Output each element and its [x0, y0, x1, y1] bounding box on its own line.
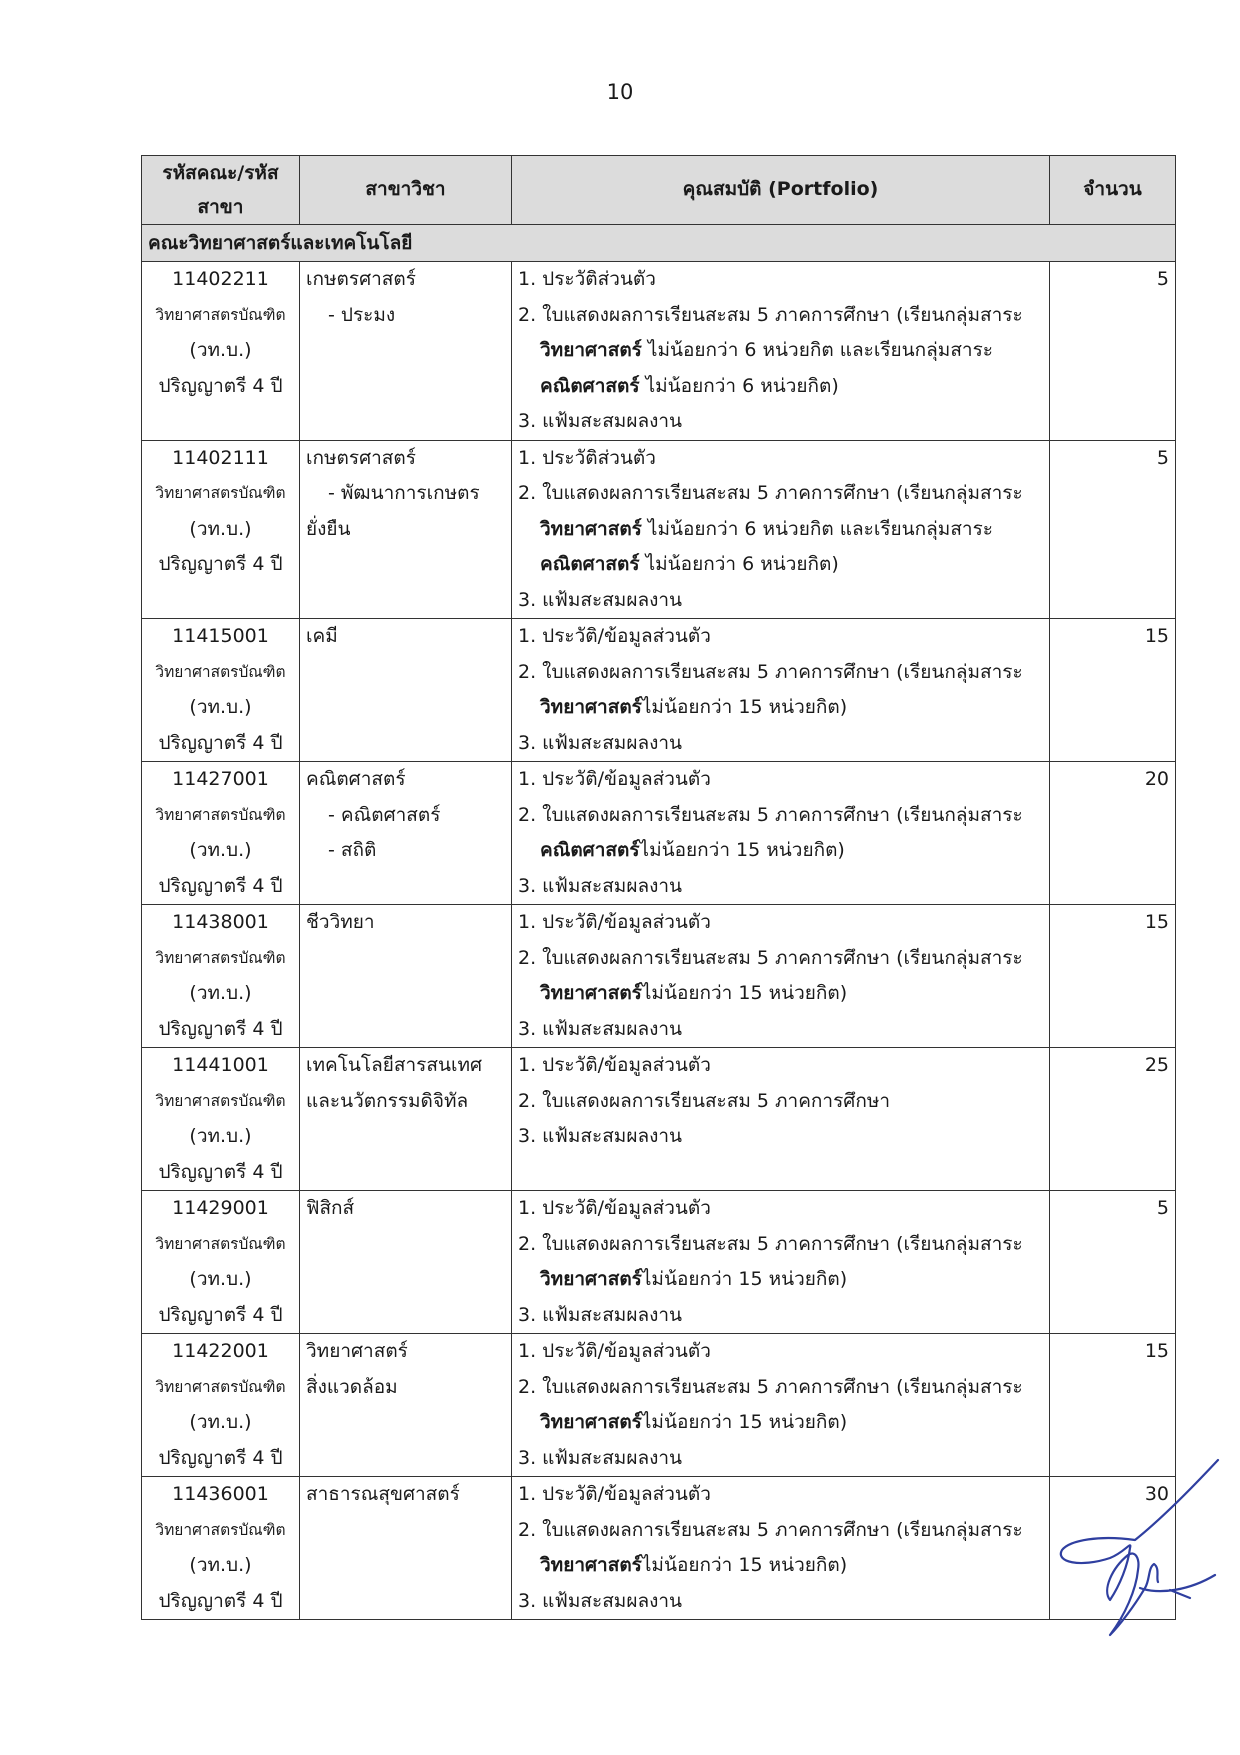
qualification-1: 1. ประวัติ/ข้อมูลส่วนตัว: [518, 1054, 711, 1076]
subject-highlight: วิทยาศาสตร์: [540, 1554, 642, 1576]
major-name-wrap: สิ่งแวดล้อม: [306, 1375, 398, 1398]
table-row: [142, 619, 1176, 762]
major-cell: [300, 262, 512, 441]
degree-level: ปริญญาตรี 4 ปี: [158, 731, 283, 754]
sub-major: - สถิติ: [328, 839, 377, 861]
qualification-3: 3. แฟ้มสะสมผลงาน: [518, 874, 683, 897]
degree-name: วิทยาศาสตรบัณฑิต: [155, 948, 286, 967]
subject-highlight: คณิตศาสตร์: [540, 839, 640, 861]
qualification-2-end: ไม่น้อยกว่า 15 หน่วยกิต): [641, 1268, 848, 1290]
qualification-1: 1. ประวัติส่วนตัว: [518, 446, 656, 469]
qualification-cell: [512, 1334, 1050, 1477]
degree-level: ปริญญาตรี 4 ปี: [158, 1589, 283, 1612]
header-qualification: คุณสมบัติ (Portfolio): [512, 156, 1050, 225]
table-row: [142, 762, 1176, 905]
degree-level: ปริญญาตรี 4 ปี: [158, 874, 283, 897]
program-code: 11429001: [172, 1197, 269, 1219]
major-name: เคมี: [306, 625, 338, 647]
degree-level: ปริญญาตรี 4 ปี: [158, 374, 283, 397]
major-name-wrap: และนวัตกรรมดิจิทัล: [306, 1089, 469, 1112]
qualification-2: 2. ใบแสดงผลการเรียนสะสม 5 ภาคการศึกษา (เรียนกลุ่มสาระ: [518, 660, 1023, 683]
qualification-cell: [512, 619, 1050, 762]
qualification-cell: [512, 905, 1050, 1048]
quantity-cell: 15: [1050, 905, 1176, 1048]
qualification-2: 2. ใบแสดงผลการเรียนสะสม 5 ภาคการศึกษา (เรียนกลุ่มสาระ: [518, 803, 1023, 826]
subject-highlight: วิทยาศาสตร์: [540, 1411, 642, 1433]
major-cell: [300, 905, 512, 1048]
faculty-row: [142, 225, 1176, 262]
degree-abbr: (วท.บ.): [189, 1125, 252, 1147]
program-code: 11427001: [172, 768, 269, 790]
degree-abbr: (วท.บ.): [189, 517, 252, 540]
major-name: คณิตศาสตร์: [306, 768, 406, 790]
degree-abbr: (วท.บ.): [189, 839, 252, 861]
qualification-2: 2. ใบแสดงผลการเรียนสะสม 5 ภาคการศึกษา (เรียนกลุ่มสาระ: [518, 1232, 1023, 1255]
qualification-1: 1. ประวัติ/ข้อมูลส่วนตัว: [518, 1340, 711, 1362]
subject-highlight: วิทยาศาสตร์: [540, 339, 642, 361]
qualification-3: 3. แฟ้มสะสมผลงาน: [518, 1125, 683, 1147]
degree-abbr: (วท.บ.): [189, 982, 252, 1004]
qualification-3: 3. แฟ้มสะสมผลงาน: [518, 1303, 683, 1326]
table-row: [142, 1477, 1176, 1620]
code-cell: [142, 1191, 300, 1334]
sub-major-wrap: ยั่งยืน: [306, 517, 351, 540]
qualification-2-end: ไม่น้อยกว่า 15 หน่วยกิต): [639, 839, 845, 861]
qualification-2-end: ไม่น้อยกว่า 15 หน่วยกิต): [641, 1411, 848, 1433]
degree-abbr: (วท.บ.): [189, 696, 252, 718]
major-name: ชีววิทยา: [306, 911, 375, 933]
signature-stroke: [1061, 1460, 1218, 1635]
qualification-cell: [512, 1477, 1050, 1620]
subject-highlight: วิทยาศาสตร์: [540, 1268, 642, 1290]
degree-abbr: (วท.บ.): [189, 1411, 252, 1433]
table-row: [142, 262, 1176, 441]
major-cell: [300, 1477, 512, 1620]
code-cell: [142, 905, 300, 1048]
qualification-2-end: ไม่น้อยกว่า 15 หน่วยกิต): [641, 982, 848, 1004]
qualification-1: 1. ประวัติ/ข้อมูลส่วนตัว: [518, 625, 711, 647]
qualification-1: 1. ประวัติ/ข้อมูลส่วนตัว: [518, 1483, 711, 1505]
header-quantity: จำนวน: [1050, 156, 1176, 225]
qualification-3: 3. แฟ้มสะสมผลงาน: [518, 731, 683, 754]
major-name: ฟิสิกส์: [306, 1197, 355, 1219]
qualification-cell: [512, 440, 1050, 619]
degree-abbr: (วท.บ.): [189, 339, 252, 361]
major-name: เกษตรศาสตร์: [306, 446, 416, 469]
subject-highlight: คณิตศาสตร์: [540, 553, 640, 575]
program-code: 11402211: [172, 268, 269, 290]
major-name: สาธารณสุขศาสตร์: [306, 1483, 460, 1505]
qualification-3: 3. แฟ้มสะสมผลงาน: [518, 1017, 683, 1040]
qualification-1: 1. ประวัติ/ข้อมูลส่วนตัว: [518, 1197, 711, 1219]
qualification-2: 2. ใบแสดงผลการเรียนสะสม 5 ภาคการศึกษา (เรียนกลุ่มสาระ: [518, 482, 1023, 504]
degree-abbr: (วท.บ.): [189, 1268, 252, 1290]
qualification-2: 2. ใบแสดงผลการเรียนสะสม 5 ภาคการศึกษา (เรียนกลุ่มสาระ: [518, 946, 1023, 969]
major-cell: [300, 440, 512, 619]
qualification-2-end: ไม่น้อยกว่า 6 หน่วยกิต): [639, 374, 839, 397]
qualification-2-end: ไม่น้อยกว่า 6 หน่วยกิต): [639, 553, 839, 575]
quantity-cell: 15: [1050, 1334, 1176, 1477]
qualification-2-end: ไม่น้อยกว่า 15 หน่วยกิต): [641, 1554, 848, 1576]
qualification-2-end: ไม่น้อยกว่า 15 หน่วยกิต): [641, 696, 848, 718]
table-row: [142, 440, 1176, 619]
table-row: [142, 1048, 1176, 1191]
major-cell: [300, 1334, 512, 1477]
quantity-cell: 15: [1050, 619, 1176, 762]
sub-major: - ประมง: [328, 303, 396, 326]
page-number: 10: [606, 80, 634, 104]
program-code: 11422001: [172, 1340, 269, 1362]
qualification-2: 2. ใบแสดงผลการเรียนสะสม 5 ภาคการศึกษา (เรียนกลุ่มสาระ: [518, 303, 1023, 326]
degree-level: ปริญญาตรี 4 ปี: [158, 1017, 283, 1040]
qualification-2-mid: ไม่น้อยกว่า 6 หน่วยกิต และเรียนกลุ่มสาระ: [641, 517, 993, 540]
table-row: [142, 1334, 1176, 1477]
code-cell: [142, 762, 300, 905]
program-code: 11441001: [172, 1054, 269, 1076]
program-code: 11415001: [172, 625, 269, 647]
major-name: เทคโนโลยีสารสนเทศ: [306, 1054, 483, 1076]
degree-name: วิทยาศาสตรบัณฑิต: [155, 1520, 286, 1539]
quantity-cell: 20: [1050, 762, 1176, 905]
subject-highlight: วิทยาศาสตร์: [540, 517, 642, 540]
qualification-3: 3. แฟ้มสะสมผลงาน: [518, 1589, 683, 1612]
major-name: เกษตรศาสตร์: [306, 268, 416, 290]
degree-name: วิทยาศาสตรบัณฑิต: [155, 305, 286, 324]
header-major: สาขาวิชา: [300, 156, 512, 225]
code-cell: [142, 440, 300, 619]
qualification-2-mid: ไม่น้อยกว่า 6 หน่วยกิต และเรียนกลุ่มสาระ: [641, 339, 993, 361]
major-cell: [300, 1048, 512, 1191]
program-code: 11436001: [172, 1483, 269, 1505]
qualification-1: 1. ประวัติ/ข้อมูลส่วนตัว: [518, 768, 711, 790]
code-cell: [142, 1334, 300, 1477]
quantity-cell: 5: [1050, 262, 1176, 441]
major-cell: [300, 762, 512, 905]
subject-highlight: วิทยาศาสตร์: [540, 982, 642, 1004]
header-code: รหัสคณะ/รหัส สาขา: [142, 156, 300, 225]
degree-level: ปริญญาตรี 4 ปี: [158, 553, 283, 575]
table-row: [142, 1191, 1176, 1334]
code-cell: [142, 619, 300, 762]
quantity-cell: 25: [1050, 1048, 1176, 1191]
qualification-3: 3. แฟ้มสะสมผลงาน: [518, 1446, 683, 1469]
major-cell: [300, 1191, 512, 1334]
code-cell: [142, 262, 300, 441]
degree-name: วิทยาศาสตรบัณฑิต: [155, 484, 286, 502]
qualification-2: 2. ใบแสดงผลการเรียนสะสม 5 ภาคการศึกษา (เรียนกลุ่มสาระ: [518, 1375, 1023, 1398]
code-cell: [142, 1477, 300, 1620]
qualification-1: 1. ประวัติส่วนตัว: [518, 268, 656, 290]
quantity-cell: 30: [1050, 1477, 1176, 1620]
sub-major: - คณิตศาสตร์: [328, 803, 441, 826]
qualification-cell: [512, 1048, 1050, 1191]
program-code: 11438001: [172, 911, 269, 933]
degree-name: วิทยาศาสตรบัณฑิต: [155, 662, 286, 681]
qualification-cell: [512, 262, 1050, 441]
degree-name: วิทยาศาสตรบัณฑิต: [155, 805, 286, 824]
sub-major: - พัฒนาการเกษตร: [328, 482, 480, 504]
subject-highlight: วิทยาศาสตร์: [540, 696, 642, 718]
faculty-name: คณะวิทยาศาสตร์และเทคโนโลยี: [142, 225, 1176, 262]
degree-name: วิทยาศาสตรบัณฑิต: [155, 1091, 286, 1110]
program-code: 11402111: [172, 446, 269, 469]
code-cell: [142, 1048, 300, 1191]
header-row: [142, 156, 1176, 225]
degree-name: วิทยาศาสตรบัณฑิต: [155, 1377, 286, 1396]
qualification-2: 2. ใบแสดงผลการเรียนสะสม 5 ภาคการศึกษา: [518, 1089, 891, 1112]
qualification-cell: [512, 1191, 1050, 1334]
signature: [1040, 1440, 1230, 1640]
table-row: [142, 905, 1176, 1048]
qualification-cell: [512, 762, 1050, 905]
qualification-3: 3. แฟ้มสะสมผลงาน: [518, 588, 683, 611]
qualification-3: 3. แฟ้มสะสมผลงาน: [518, 410, 683, 432]
qualification-1: 1. ประวัติ/ข้อมูลส่วนตัว: [518, 911, 711, 933]
subject-highlight: คณิตศาสตร์: [540, 374, 640, 397]
portfolio-table: [141, 155, 1176, 1620]
quantity-cell: 5: [1050, 440, 1176, 619]
degree-level: ปริญญาตรี 4 ปี: [158, 1446, 283, 1469]
degree-abbr: (วท.บ.): [189, 1554, 252, 1576]
degree-level: ปริญญาตรี 4 ปี: [158, 1303, 283, 1326]
major-name: วิทยาศาสตร์: [306, 1340, 408, 1362]
qualification-2: 2. ใบแสดงผลการเรียนสะสม 5 ภาคการศึกษา (เรียนกลุ่มสาระ: [518, 1518, 1023, 1541]
degree-level: ปริญญาตรี 4 ปี: [158, 1160, 283, 1183]
degree-name: วิทยาศาสตรบัณฑิต: [155, 1234, 286, 1253]
quantity-cell: 5: [1050, 1191, 1176, 1334]
major-cell: [300, 619, 512, 762]
